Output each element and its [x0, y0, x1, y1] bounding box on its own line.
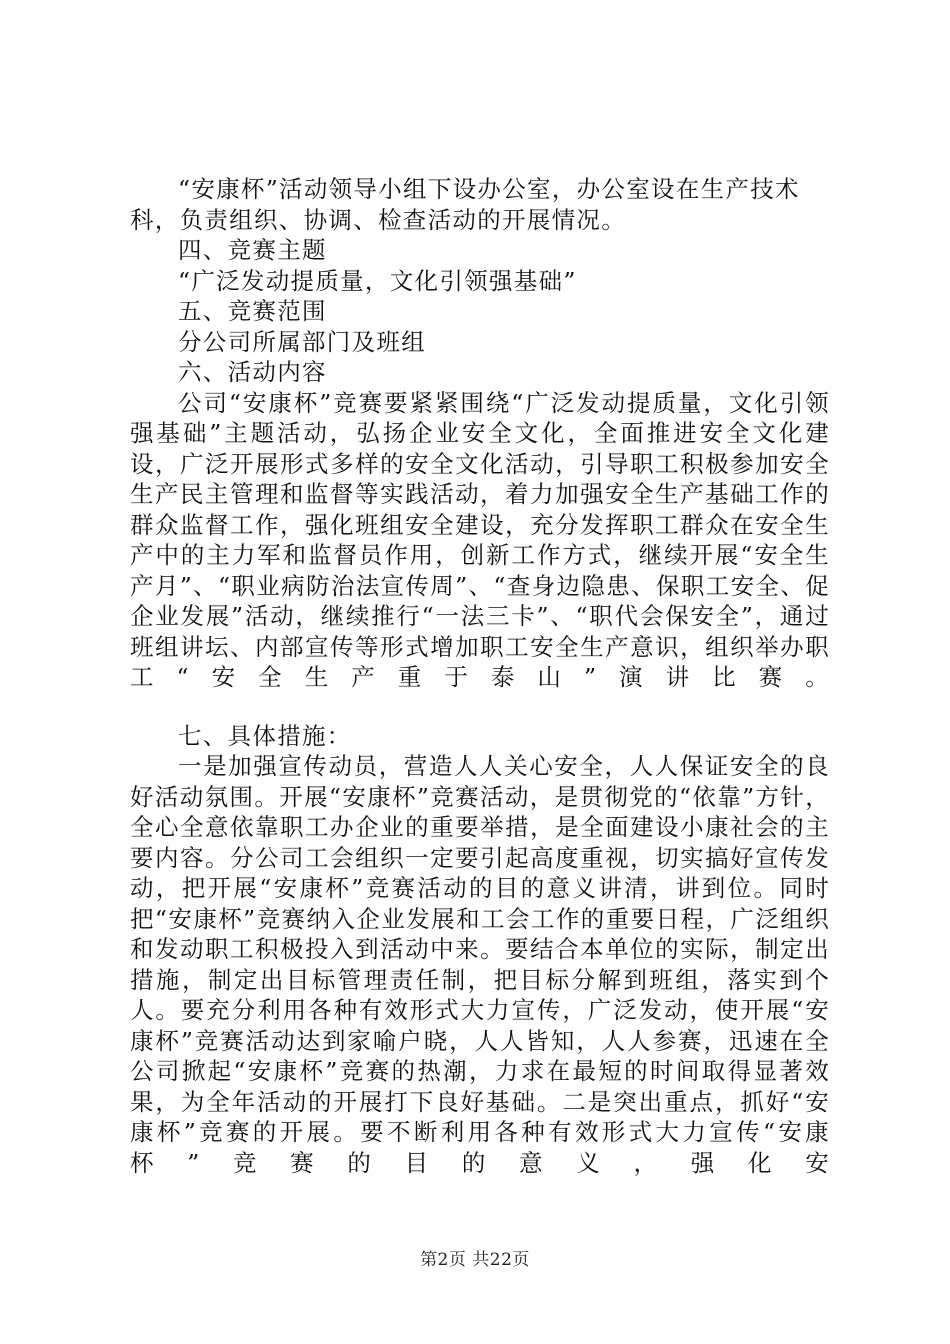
page-footer	[0, 1245, 950, 1270]
heading-activity-content: 六、活动内容	[178, 358, 327, 386]
page-number: 第2页 共22页	[420, 1250, 530, 1270]
heading-specific-measures: 七、具体措施：	[178, 721, 352, 750]
paragraph-scope: 分公司所属部门及班组	[178, 327, 426, 356]
heading-competition-theme: 四、竞赛主题	[178, 236, 327, 264]
paragraph-activity-content: 公司“安康杯”竞赛要紧紧围绕“广泛发动提质量，文化引领强基础”主题活动，弘扬企业安全文化，全面推进安全文化建设，广泛开展形式多样的安全文化活动，引导职工积极参加安全生产民主管理和监督等实践活动，着力加强安全生产基础工作的群众监督工作，强化班组安全建设，充分发挥职工群众在安全生产中的主力军和监督员作用，创新工作方式，继续开展“安全生产月”、“职业病防治法宣传周”、“查身边隐患、保职工安全、促企业发展”活动，继续推行“一法三卡”、“职代会保安全”，通过班组讲坛、内部宣传等形式增加职工安全生产意识，组织举办职工“安全生产重于泰山”演讲比赛。	[130, 388, 830, 691]
heading-competition-scope: 五、竞赛范围	[178, 297, 327, 325]
document-body	[130, 174, 830, 1178]
paragraph-theme-slogan: “广泛发动提质量，文化引领强基础”	[178, 266, 577, 295]
paragraph-office-setup: “安康杯”活动领导小组下设办公室，办公室设在生产技术科，负责组织、协调、检查活动的开展情况。	[130, 175, 800, 234]
paragraph-measures: 一是加强宣传动员，营造人人关心安全，人人保证安全的良好活动氛围。开展“安康杯”竞赛活动，是贯彻党的“依靠”方针，全心全意依靠职工办企业的重要举措，是全面建设小康社会的主要内容。分公司工会组织一定要引起高度重视，切实搞好宣传发动，把开展“安康杯”竞赛活动的目的意义讲清，讲到位。同时把“安康杯”竞赛纳入企业发展和工会工作的重要日程，广泛组织和发动职工积极投入到活动中来。要结合本单位的实际，制定出措施，制定出目标管理责任制，把目标分解到班组，落实到个人。要充分利用各种有效形式大力宣传，广泛发动，使开展“安康杯”竞赛活动达到家喻户晓，人人皆知，人人参赛，迅速在全公司掀起“安康杯”竞赛的热潮，力求在最短的时间取得显著效果，为全年活动的开展打下良好基础。二是突出重点，抓好“安康杯”竞赛的开展。要不断利用各种有效形式大力宣传“安康杯”竞赛的目的意义，强化安	[130, 752, 830, 1177]
